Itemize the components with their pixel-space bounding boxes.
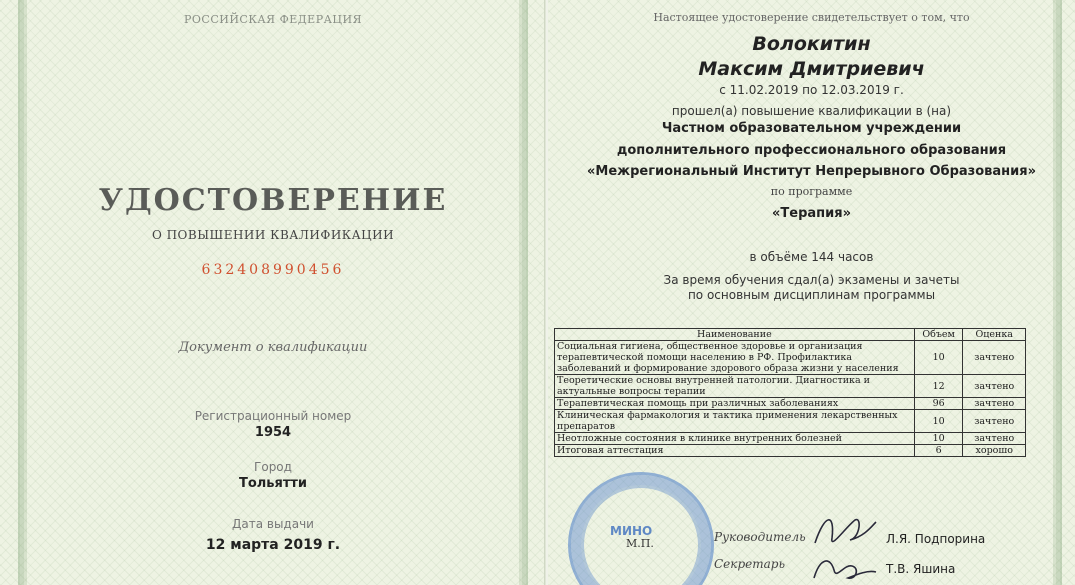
city-label: Город (254, 460, 292, 474)
discipline-grade: зачтено (963, 341, 1026, 375)
table-row (555, 398, 1026, 410)
organization-line: Частном образовательном учреждении (661, 121, 962, 136)
certificate-subtitle: О ПОВЫШЕНИИ КВАЛИФИКАЦИИ (151, 228, 395, 242)
discipline-name: Социальная гигиена, общественное здоровье и организация терапевтической помощи населению в РФ. Профилактика заболеваний и формирование здорового образа жизни у населения (555, 341, 915, 375)
discipline-volume: 6 (914, 445, 963, 457)
training-period: с 11.02.2019 по 12.03.2019 г. (719, 83, 904, 97)
secretary-signature-icon (810, 550, 880, 585)
program-hours: в объёме 144 часов (749, 250, 874, 264)
table-row (555, 375, 1026, 398)
discipline-name: Итоговая аттестация (555, 445, 915, 457)
discipline-volume: 10 (914, 341, 963, 375)
exams-text: по основным дисциплинам программы (687, 288, 936, 302)
column-header-name: Наименование (555, 329, 915, 341)
registration-number: 1954 (254, 425, 292, 440)
discipline-grade: зачтено (963, 433, 1026, 445)
discipline-volume: 10 (914, 410, 963, 433)
certificate-title: УДОСТОВЕРЕНИЕ (98, 183, 448, 218)
passed-text: прошел(а) повышение квалификации в (на) (671, 104, 952, 118)
table-header-row (555, 329, 1026, 341)
discipline-volume: 96 (914, 398, 963, 410)
discipline-name: Терапевтическая помощь при различных заболеваниях (555, 398, 915, 410)
head-name: Л.Я. Подпорина (886, 532, 986, 546)
discipline-grade: зачтено (963, 410, 1026, 433)
exams-text: За время обучения сдал(а) экзамены и зачеты (663, 273, 960, 287)
serial-number: 632408990456 (201, 262, 345, 278)
disciplines-table (554, 328, 1026, 457)
head-label: Руководитель (714, 530, 806, 544)
organization-line: «Межрегиональный Институт Непрерывного Образования» (587, 164, 1036, 179)
table-row (555, 410, 1026, 433)
secretary-name: Т.В. Яшина (886, 562, 956, 576)
right-page (548, 0, 1075, 585)
discipline-name: Теоретические основы внутренней патологии. Диагностика и актуальные вопросы терапии (555, 375, 915, 398)
document-type: Документ о квалификации (178, 340, 368, 355)
organization-line: дополнительного профессионального образования (616, 143, 1007, 158)
discipline-name: Неотложные состояния в клинике внутренних болезней (555, 433, 915, 445)
column-header-grade: Оценка (963, 329, 1026, 341)
issue-date-value: 12 марта 2019 г. (205, 537, 341, 553)
discipline-grade: хорошо (963, 445, 1026, 457)
issue-date-label: Дата выдачи (232, 517, 314, 531)
decorative-frame (18, 0, 528, 585)
stamp-text: МИНО (610, 524, 653, 538)
discipline-name: Клиническая фармакология и тактика применения лекарственных препаратов (555, 410, 915, 433)
discipline-volume: 10 (914, 433, 963, 445)
discipline-grade: зачтено (963, 375, 1026, 398)
secretary-label: Секретарь (714, 557, 785, 571)
holder-surname: Волокитин (752, 33, 871, 55)
table-row (555, 433, 1026, 445)
country-header: РОССИЙСКАЯ ФЕДЕРАЦИЯ (183, 13, 362, 26)
column-header-volume: Объем (914, 329, 963, 341)
discipline-grade: зачтено (963, 398, 1026, 410)
discipline-volume: 12 (914, 375, 963, 398)
by-program-label: по программе (770, 185, 853, 198)
registration-label: Регистрационный номер (194, 409, 352, 423)
holder-given-names: Максим Дмитриевич (698, 58, 925, 80)
mp-label: М.П. (626, 537, 654, 550)
certify-text: Настоящее удостоверение свидетельствует о том, что (653, 11, 970, 24)
table-row (555, 341, 1026, 375)
program-name: «Терапия» (772, 206, 851, 221)
city-value: Тольятти (238, 476, 308, 491)
table-row (555, 445, 1026, 457)
head-signature-icon (810, 508, 880, 553)
